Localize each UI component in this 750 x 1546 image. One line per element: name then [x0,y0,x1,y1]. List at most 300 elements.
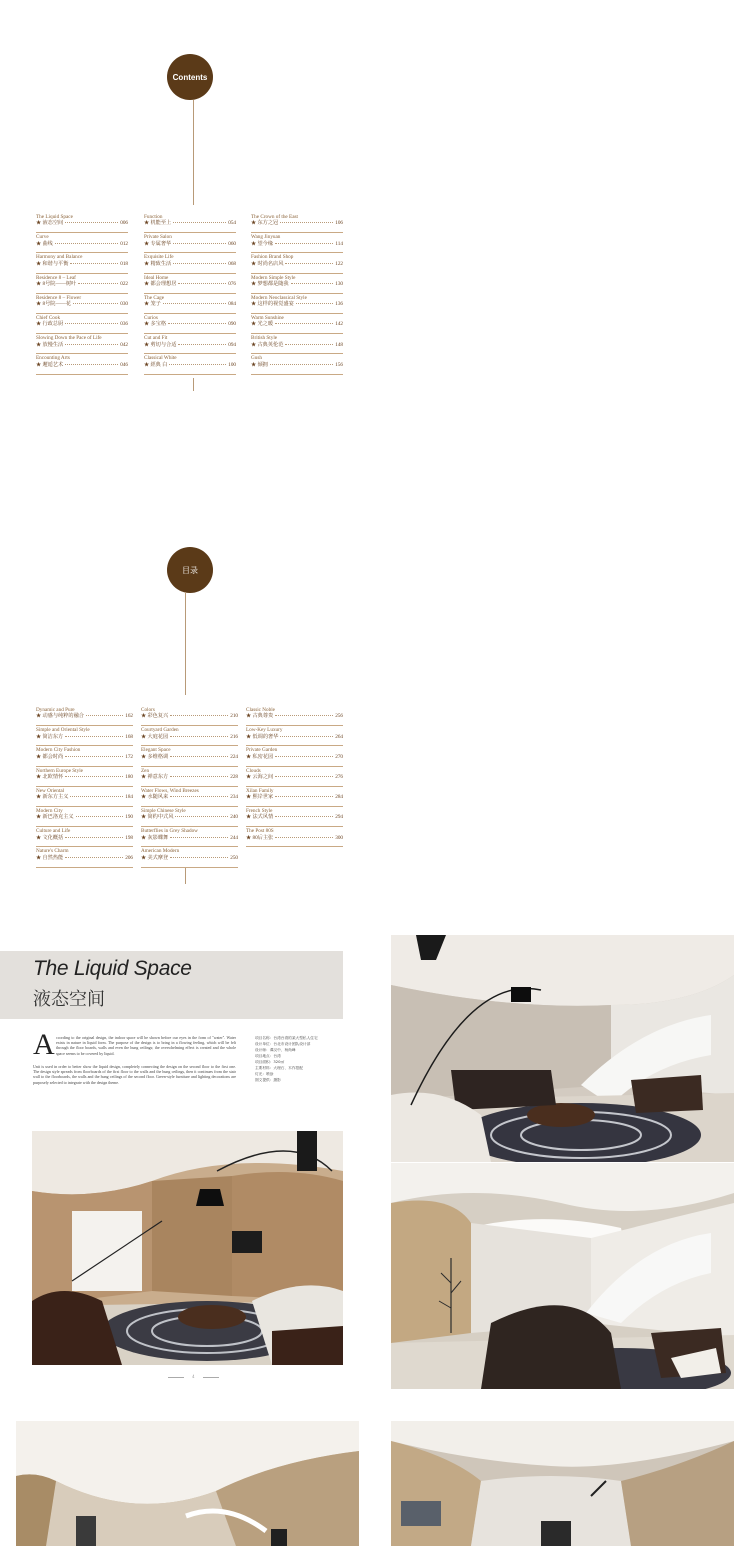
toc-entry-row [144,281,236,288]
article-paragraph-2: Unit is used in order to better show the liquid design, completely connecting the design on the second floor to the first one. The design style spreads from floorboards of the first floor to the walls and the hung ceilings, then it continues from the stair wall to the floorboards, the walls and the hung ceilings of the second floor. Green-style furniture and lighting decorations are purposely selected to integrate with the design theme. [33,1064,236,1085]
toc-page-number: 046 [120,361,128,368]
toc-entry-title: Simple Chinese Style [141,807,186,814]
project-specs [255,1035,345,1083]
toc-entry-row [246,835,343,842]
toc-entry-title: Slowing Down the Pace of Life [36,335,102,342]
mulu-end-line [185,868,186,884]
article-title-cn: 液态空间 [33,989,105,1010]
toc-entry-row [246,794,343,801]
toc-leader-dots [168,323,226,324]
toc-entry-title-cn: ★ 都会时尚 [36,753,64,760]
toc-entry-row [36,754,133,761]
contents-badge [167,54,213,100]
toc-entry-row [141,734,238,741]
toc-entry-row [36,713,133,720]
toc-entry-row [251,362,343,369]
spec-line: 设计单位：台北市设计团队设计部 [255,1042,311,1046]
toc-leader-dots [65,776,123,777]
toc-leader-dots [296,303,333,304]
toc-page-number: 162 [125,713,133,720]
toc-page-number: 276 [335,773,343,780]
toc-entry-title: Residence 8 – Leaf [36,274,76,281]
toc-entry-title-cn: ★ 剪切与合适 [144,341,177,348]
spec-line: 项目面积：320㎡ [255,1060,285,1064]
toc-page-number: 228 [230,773,238,780]
toc-leader-dots [55,243,118,244]
toc-entry[interactable] [141,847,238,867]
toc-entry-title-cn: ★ 低调的奢华 [246,733,279,740]
toc-entry-title: Curve [36,234,49,241]
toc-leader-dots [170,837,228,838]
toc-entry-title-cn: ★ 多宝格 [144,321,167,328]
spec-line: 项目地点：台湾 [255,1054,281,1058]
toc-leader-dots [65,364,118,365]
toc-page-number: 090 [228,321,236,328]
toc-entry[interactable] [144,354,236,374]
toc-entry-title: New Oriental [36,787,65,794]
toc-leader-dots [65,222,118,223]
contents-column [251,213,343,375]
toc-entry-title-cn: ★ 禅意东方 [141,773,169,780]
toc-entry[interactable] [141,706,238,726]
staircase-photo [391,935,734,1162]
drop-cap: A [33,1028,55,1061]
toc-entry[interactable] [36,726,133,746]
toc-entry-row [141,774,238,781]
toc-page-number: 240 [230,814,238,821]
mulu-badge [167,547,213,593]
toc-leader-dots [275,756,333,757]
toc-entry-title-cn: ★ 机能至上 [144,220,172,227]
contents-end-line [193,378,194,391]
mulu-column [36,706,133,868]
toc-page-number: 054 [228,220,236,227]
toc-page-number: 300 [335,834,343,841]
toc-page-number: 180 [125,773,133,780]
toc-entry-row [141,754,238,761]
toc-entry-title: The Crown of the East [251,214,298,220]
toc-entry-title-cn: ★ 私密花园 [246,753,274,760]
toc-entry[interactable] [251,294,343,314]
toc-leader-dots [65,857,123,858]
toc-entry-title: The Cage [144,294,165,301]
toc-leader-dots [86,715,123,716]
toc-entry-title: Modern Neoclassical Style [251,294,307,301]
toc-page-number: 142 [335,321,343,328]
toc-entry-title: Cut and Fit [144,335,168,342]
toc-leader-dots [280,736,333,737]
toc-entry-title-cn: ★ 望今缘 [251,240,274,247]
toc-entry[interactable] [36,274,128,294]
toc-entry-row [246,734,343,741]
toc-entry[interactable] [144,314,236,334]
toc-leader-dots [173,222,226,223]
toc-entry[interactable] [141,746,238,766]
toc-entry-row [246,754,343,761]
toc-entry-title: Chief Cook [36,314,61,321]
folio-bar-left [168,1377,184,1378]
toc-entry-row [36,220,128,227]
toc-page-number: 224 [230,753,238,760]
toc-entry[interactable] [144,213,236,233]
toc-page-number: 084 [228,301,236,308]
toc-leader-dots [163,303,226,304]
toc-leader-dots [78,283,118,284]
toc-leader-dots [76,816,124,817]
toc-entry[interactable] [251,274,343,294]
toc-entry-title: Warm Sunshine [251,314,284,321]
toc-entry-title-cn: ★ 熙岸世家 [246,794,274,801]
toc-entry-title: Simple and Oriental Style [36,727,90,734]
toc-entry-title-cn: ★ 光之暖 [251,321,274,328]
toc-entry-title: Encounting Arts [36,355,70,362]
toc-page-number: 156 [335,361,343,368]
hallway-photo [391,1163,734,1389]
toc-entry-row [144,261,236,268]
toc-leader-dots [170,756,228,757]
toc-page-number: 264 [335,733,343,740]
toc-entry[interactable] [246,787,343,807]
page-number: 4 [192,1375,195,1380]
toc-page-number: 022 [120,280,128,287]
toc-leader-dots [170,857,228,858]
toc-entry-title: Courtyard Garden [141,727,179,734]
ceiling-photo-left [16,1421,359,1546]
mulu-column [141,706,238,868]
toc-entry[interactable] [246,726,343,746]
toc-entry[interactable] [144,253,236,273]
toc-entry-title: Elegant Space [141,747,171,754]
toc-leader-dots [170,776,228,777]
toc-entry-row [141,855,238,862]
toc-page-number: 184 [125,794,133,801]
toc-page-number: 036 [120,321,128,328]
toc-entry-title: Function [144,214,163,220]
toc-entry-title-cn: ★ 多维格调 [141,753,169,760]
toc-leader-dots [173,263,226,264]
spec-line: 灯光：喷涂 [255,1072,274,1076]
toc-entry-row [36,814,133,821]
toc-entry-title-cn: ★ 简约中式风 [141,814,174,821]
mulu-badge-label: 目录 [182,565,198,575]
toc-entry-row [251,220,343,227]
toc-entry-row [144,342,236,349]
contents-connector-line [193,100,194,205]
toc-entry-title-cn: ★ 邂逅艺术 [36,361,64,368]
mulu-column [246,706,343,847]
toc-page-number: 234 [230,794,238,801]
toc-entry-title-cn: ★ 大庭花园 [141,733,169,740]
toc-leader-dots [65,837,123,838]
toc-leader-dots [275,837,333,838]
spec-line: 项目名称：台湾台湾的某大型私人住宅 [255,1036,318,1040]
toc-entry-title-cn: ★ 时尚名店风 [251,260,284,267]
toc-entry-title: Curios [144,314,158,321]
toc-entry-row [36,241,128,248]
toc-leader-dots [275,776,333,777]
toc-leader-dots [280,222,333,223]
toc-entry-title-cn: ★ 行政总厨 [36,321,64,328]
toc-entry-title-cn: ★ 新东方主义 [36,794,69,801]
toc-entry[interactable] [141,787,238,807]
contents-column [144,213,236,375]
toc-entry-title: Dynamic and Pure [36,707,75,713]
toc-entry[interactable] [141,767,238,787]
toc-entry[interactable] [141,807,238,827]
toc-entry[interactable] [144,233,236,253]
toc-entry[interactable] [144,294,236,314]
toc-page-number: 244 [230,834,238,841]
toc-entry-title: Xilan Family [246,787,274,794]
spec-line: 主要材料：大理石、木作搭配 [255,1066,303,1070]
toc-entry-title-cn: ★ 經典 白 [144,361,168,368]
toc-entry-title: Culture and Life [36,828,71,835]
toc-entry-row [141,814,238,821]
toc-entry-row [36,774,133,781]
toc-entry-title-cn: ★ 古典尊贵 [246,713,274,720]
toc-leader-dots [170,715,228,716]
toc-page-number: 130 [335,280,343,287]
toc-entry-row [246,814,343,821]
toc-entry-title-cn: ★ 和谐与平衡 [36,260,69,267]
toc-entry-title-cn: ★ 8号院——花 [36,301,72,308]
toc-entry-title: Gush [251,355,262,362]
toc-entry-title: Residence 8 – Flower [36,294,82,301]
toc-entry-title-cn: ★ 简洁东方 [36,733,64,740]
toc-entry[interactable] [36,253,128,273]
toc-page-number: 256 [335,713,343,720]
toc-entry-title-cn: ★ 水随风来 [141,794,169,801]
toc-leader-dots [275,796,333,797]
toc-entry-title: Classical White [144,355,177,362]
toc-entry-title: Ideal Home [144,274,169,281]
toc-entry-title: Exquisite Life [144,254,174,261]
toc-entry-row [36,794,133,801]
toc-entry[interactable] [36,354,128,374]
toc-page-number: 190 [125,814,133,821]
toc-entry[interactable] [246,807,343,827]
toc-entry-title: French Style [246,807,273,814]
toc-entry[interactable] [36,314,128,334]
toc-page-number: 060 [228,240,236,247]
toc-leader-dots [178,344,226,345]
toc-entry-title: Low-Key Luxury [246,727,283,734]
toc-page-number: 006 [120,220,128,227]
toc-entry-title-cn: ★ 精致生活 [144,260,172,267]
toc-entry[interactable] [36,294,128,314]
toc-entry[interactable] [36,334,128,354]
toc-leader-dots [65,323,118,324]
toc-page-number: 068 [228,260,236,267]
toc-leader-dots [169,364,226,365]
toc-entry-row [36,855,133,862]
toc-entry-row [251,261,343,268]
toc-entry-title-cn: ★ 东方之冠 [251,220,279,227]
toc-entry-title-cn: ★ 法式风情 [246,814,274,821]
toc-entry-title-cn: ★ 新巴洛克主义 [36,814,74,821]
toc-entry-row [251,241,343,248]
toc-entry-row [36,342,128,349]
folio-bar-right [203,1377,219,1378]
toc-page-number: 114 [335,240,343,247]
toc-leader-dots [178,283,226,284]
toc-leader-dots [275,816,333,817]
toc-entry-title-cn: ★ 灰影蝶舞 [141,834,169,841]
toc-entry-title-cn: ★ 美式摩登 [141,854,169,861]
contents-column [36,213,128,375]
toc-entry-title: Nature's Charm [36,848,69,855]
toc-page-number: 270 [335,753,343,760]
toc-entry-title-cn: ★ 动感与纯粹的融合 [36,713,84,720]
toc-page-number: 172 [125,753,133,760]
toc-entry-row [36,362,128,369]
toc-entry-row [36,281,128,288]
toc-entry-row [144,220,236,227]
toc-leader-dots [73,303,118,304]
toc-entry[interactable] [144,274,236,294]
toc-entry-row [141,794,238,801]
toc-entry[interactable] [36,746,133,766]
toc-leader-dots [275,715,333,716]
toc-entry-title: Clouds [246,767,261,774]
toc-leader-dots [170,796,228,797]
toc-page-number: 148 [335,341,343,348]
toc-page-number: 206 [125,854,133,861]
toc-entry[interactable] [144,334,236,354]
toc-entry-row [246,713,343,720]
toc-entry[interactable] [36,807,133,827]
toc-entry-title-cn: ★ 自然热能 [36,854,64,861]
toc-entry[interactable] [36,233,128,253]
toc-entry-title-cn: ★ 云海之间 [246,773,274,780]
toc-entry-title-cn: ★ 倾拥 [251,361,268,368]
toc-entry-title: Butterflies in Grey Shadow [141,828,198,835]
toc-entry-title-cn: ★ 80后主张 [246,834,274,841]
toc-entry-row [141,835,238,842]
toc-entry-title: The Post 80S [246,828,274,835]
toc-entry[interactable] [246,746,343,766]
toc-page-number: 122 [335,260,343,267]
toc-entry[interactable] [251,233,343,253]
toc-entry-row [141,713,238,720]
toc-entry-row [251,342,343,349]
toc-entry[interactable] [246,706,343,726]
toc-leader-dots [70,796,123,797]
living-room-photo [32,1131,343,1365]
article-title: The Liquid Space [33,957,192,980]
toc-entry[interactable] [36,827,133,847]
toc-page-number: 168 [125,733,133,740]
toc-entry-title: Private Salon [144,234,172,241]
toc-entry-title-cn: ★ 彩色复兴 [141,713,169,720]
toc-entry-row [36,321,128,328]
toc-leader-dots [285,263,333,264]
toc-entry[interactable] [246,827,343,847]
toc-entry[interactable] [36,787,133,807]
toc-entry-row [251,321,343,328]
toc-page-number: 012 [120,240,128,247]
toc-entry-title-cn: ★ 梦想都是随我 [251,280,289,287]
toc-entry-title: Modern City Fashion [36,747,81,754]
toc-entry-title: Colors [141,707,155,713]
toc-entry-title: Fashion Brand Shop [251,254,294,261]
toc-entry-title: Classic Noble [246,707,275,713]
toc-entry[interactable] [36,767,133,787]
toc-entry[interactable] [251,314,343,334]
toc-page-number: 284 [335,794,343,801]
toc-entry[interactable] [36,213,128,233]
toc-leader-dots [65,756,123,757]
toc-leader-dots [270,364,333,365]
toc-entry-row [36,261,128,268]
toc-leader-dots [65,344,118,345]
toc-entry[interactable] [36,706,133,726]
toc-entry-title-cn: ★ 文化概括 [36,834,64,841]
toc-entry-title: Water Flows, Wind Breezes [141,787,199,794]
toc-entry-title-cn: ★ 这样的视觉盛宴 [251,301,294,308]
toc-page-number: 030 [120,301,128,308]
toc-entry-row [246,774,343,781]
toc-page-number: 076 [228,280,236,287]
toc-page-number: 294 [335,814,343,821]
spec-line: 图文提供：摄影 [255,1078,281,1082]
toc-page-number: 100 [228,361,236,368]
toc-entry-title-cn: ★ 专属奢华 [144,240,172,247]
toc-page-number: 216 [230,733,238,740]
toc-entry-title: Northern Europe Style [36,767,83,774]
toc-entry-title: Zen [141,767,150,774]
toc-leader-dots [175,816,228,817]
spec-line: 设计师：谭汉中、杨尚峰 [255,1048,296,1052]
toc-entry-title: British Style [251,335,278,342]
toc-entry-row [36,835,133,842]
toc-entry-row [36,734,133,741]
toc-leader-dots [275,323,333,324]
toc-page-number: 198 [125,834,133,841]
toc-entry[interactable] [251,354,343,374]
toc-leader-dots [173,243,226,244]
toc-entry-title-cn: ★ 放慢生活 [36,341,64,348]
toc-entry[interactable] [251,253,343,273]
toc-page-number: 094 [228,341,236,348]
toc-leader-dots [291,283,334,284]
toc-page-number: 210 [230,713,238,720]
toc-entry-title-cn: ★ 北欧情怀 [36,773,64,780]
toc-leader-dots [275,243,333,244]
toc-entry[interactable] [141,827,238,847]
toc-entry[interactable] [36,847,133,867]
toc-entry-title: Modern City [36,807,63,814]
toc-entry[interactable] [246,767,343,787]
toc-page-number: 106 [335,220,343,227]
toc-entry-title-cn: ★ 笼子 [144,301,161,308]
toc-leader-dots [170,736,228,737]
toc-entry[interactable] [141,726,238,746]
toc-page-number: 250 [230,854,238,861]
toc-entry-row [144,301,236,308]
toc-entry-title-cn: ★ 都会理想居 [144,280,177,287]
toc-entry-title-cn: ★ 8号院——树叶 [36,280,77,287]
toc-entry-title: Private Garden [246,747,278,754]
toc-entry-title: Wang Jinyuan [251,234,281,241]
toc-entry[interactable] [251,213,343,233]
toc-entry-title: The Liquid Space [36,214,73,220]
toc-leader-dots [70,263,118,264]
toc-entry[interactable] [251,334,343,354]
toc-page-number: 018 [120,260,128,267]
mulu-connector-line [185,592,186,695]
toc-entry-row [251,301,343,308]
